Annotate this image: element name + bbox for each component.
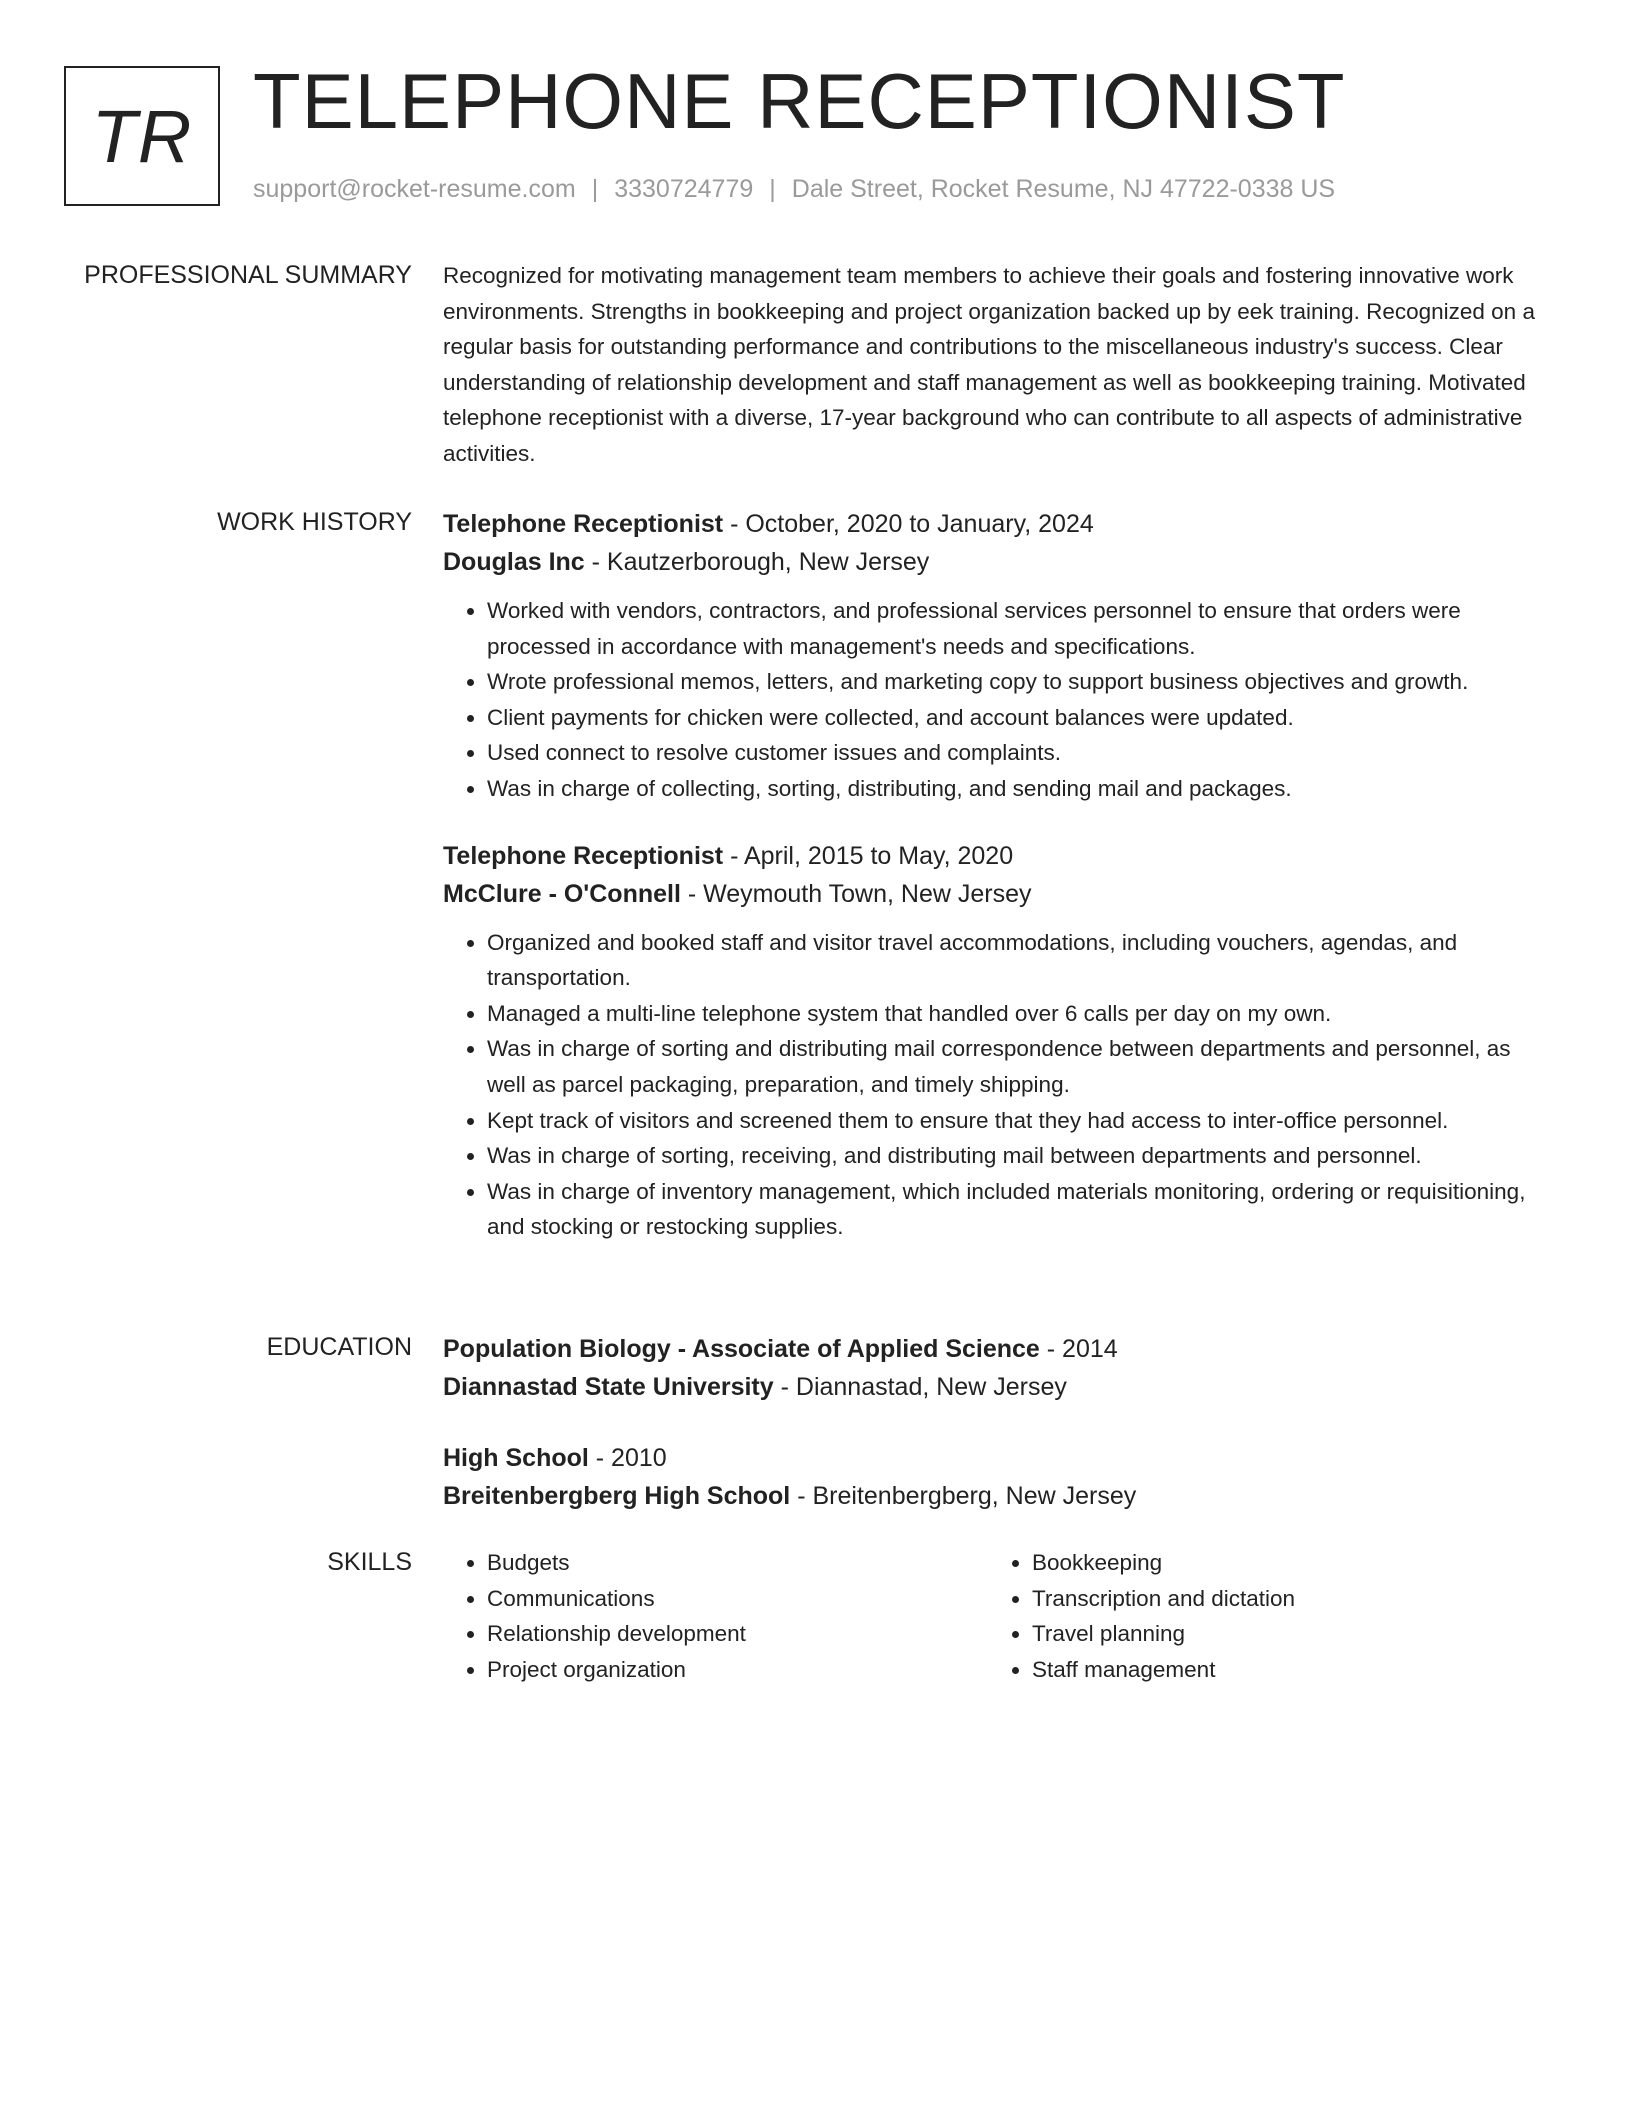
education-entry <box>443 1439 1553 1515</box>
work-history-body <box>443 505 1553 1245</box>
job-title-line <box>443 505 1553 543</box>
skill-item: • Project organization <box>487 1652 988 1688</box>
job-bullet: • Organized and booked staff and visitor travel accommodations, including vouchers, agendas, and transportation. <box>487 925 1553 996</box>
job-entry <box>443 505 1553 807</box>
contact-separator: | <box>591 175 599 203</box>
job-bullet: • Was in charge of inventory management, which included materials monitoring, ordering or requisitioning, and stocking or restocking supplies. <box>487 1174 1553 1245</box>
skill-item: • Staff management <box>1032 1652 1533 1688</box>
skill-item: • Bookkeeping <box>1032 1545 1533 1581</box>
section-label-summary: PROFESSIONAL SUMMARY <box>84 261 412 289</box>
skill-item: • Communications <box>487 1581 988 1617</box>
job-entry <box>443 837 1553 1245</box>
skill-item: • Budgets <box>487 1545 988 1581</box>
job-bullets <box>443 925 1553 1245</box>
job-company: McClure - O'Connell <box>443 879 681 908</box>
job-dates: - October, 2020 to January, 2024 <box>723 510 1094 538</box>
education-degree-line <box>443 1439 1553 1477</box>
job-bullet: • Was in charge of collecting, sorting, distributing, and sending mail and packages. <box>487 771 1553 807</box>
education-school-line <box>443 1368 1553 1406</box>
job-title-line <box>443 837 1553 875</box>
summary-text: Recognized for motivating management team members to achieve their goals and fostering innovative work environments. Strengths in bookkeeping and project organization backed up by eek training. Recognized on a regular basis for outstanding performance and contributions to the miscellaneous industry's success. Clear understanding of relationship development and staff management as well as bookkeeping training. Motivated telephone receptionist with a diverse, 17-year background who can contribute to all aspects of administrative activities. <box>443 263 1535 466</box>
education-degree: High School <box>443 1444 589 1472</box>
education-body <box>443 1330 1553 1515</box>
skills-list <box>988 1545 1533 1687</box>
education-degree-line <box>443 1330 1553 1368</box>
job-dates: - April, 2015 to May, 2020 <box>723 841 1014 870</box>
contact-email[interactable]: support@rocket-resume.com <box>253 175 576 203</box>
skills-list <box>443 1545 988 1687</box>
job-location: - Weymouth Town, New Jersey <box>680 879 1032 908</box>
section-label-education: EDUCATION <box>266 1333 412 1361</box>
contact-phone[interactable]: 3330724779 <box>614 175 754 203</box>
job-company: Douglas Inc <box>443 548 585 576</box>
education-location: - Breitenbergberg, New Jersey <box>790 1482 1137 1510</box>
job-bullet: • Was in charge of sorting and distributing mail correspondence between departments and personnel, as well as parcel packaging, preparation, and timely shipping. <box>487 1031 1553 1102</box>
education-location: - Diannastad, New Jersey <box>773 1373 1067 1401</box>
skill-item: • Relationship development <box>487 1616 988 1652</box>
skill-item: • Transcription and dictation <box>1032 1581 1533 1617</box>
job-title: Telephone Receptionist <box>443 841 724 870</box>
summary-body <box>443 258 1553 472</box>
education-year: - 2010 <box>588 1444 667 1472</box>
section-label-work-history: WORK HISTORY <box>217 508 412 536</box>
education-year: - 2014 <box>1039 1335 1118 1363</box>
contact-line <box>253 172 1335 206</box>
resume-title: TELEPHONE RECEPTIONIST <box>253 57 1346 145</box>
job-company-line <box>443 875 1553 913</box>
skills-body <box>443 1545 1553 1687</box>
job-bullet: • Kept track of visitors and screened them to ensure that they had access to inter-office personnel. <box>487 1103 1553 1139</box>
job-bullets <box>443 593 1553 807</box>
education-degree: Population Biology - Associate of Applied Science <box>443 1335 1040 1363</box>
job-title: Telephone Receptionist <box>443 510 724 538</box>
education-school-line <box>443 1477 1553 1515</box>
job-company-line <box>443 543 1553 581</box>
contact-separator: | <box>769 175 776 203</box>
skills-grid <box>443 1545 1553 1687</box>
job-bullet: • Used connect to resolve customer issues and complaints. <box>487 735 1553 771</box>
job-location: - Kautzerborough, New Jersey <box>584 548 930 576</box>
education-entry <box>443 1330 1553 1406</box>
job-bullet: • Worked with vendors, contractors, and professional services personnel to ensure that orders were processed in accordance with management's needs and specifications. <box>487 593 1553 664</box>
section-label-skills: SKILLS <box>327 1548 412 1576</box>
skills-column-right <box>988 1545 1533 1687</box>
skill-item: • Travel planning <box>1032 1616 1533 1652</box>
education-school: Breitenbergberg High School <box>443 1482 791 1510</box>
skills-column-left <box>443 1545 988 1687</box>
job-bullet: • Wrote professional memos, letters, and marketing copy to support business objectives and growth. <box>487 664 1553 700</box>
job-bullet: • Was in charge of sorting, receiving, and distributing mail between departments and personnel. <box>487 1138 1553 1174</box>
monogram-logo: TR <box>64 66 220 206</box>
job-bullet: • Client payments for chicken were collected, and account balances were updated. <box>487 700 1553 736</box>
contact-address: Dale Street, Rocket Resume, NJ 47722-0338 US <box>791 175 1336 203</box>
education-school: Diannastad State University <box>443 1373 774 1401</box>
job-bullet: • Managed a multi-line telephone system that handled over 6 calls per day on my own. <box>487 996 1553 1032</box>
